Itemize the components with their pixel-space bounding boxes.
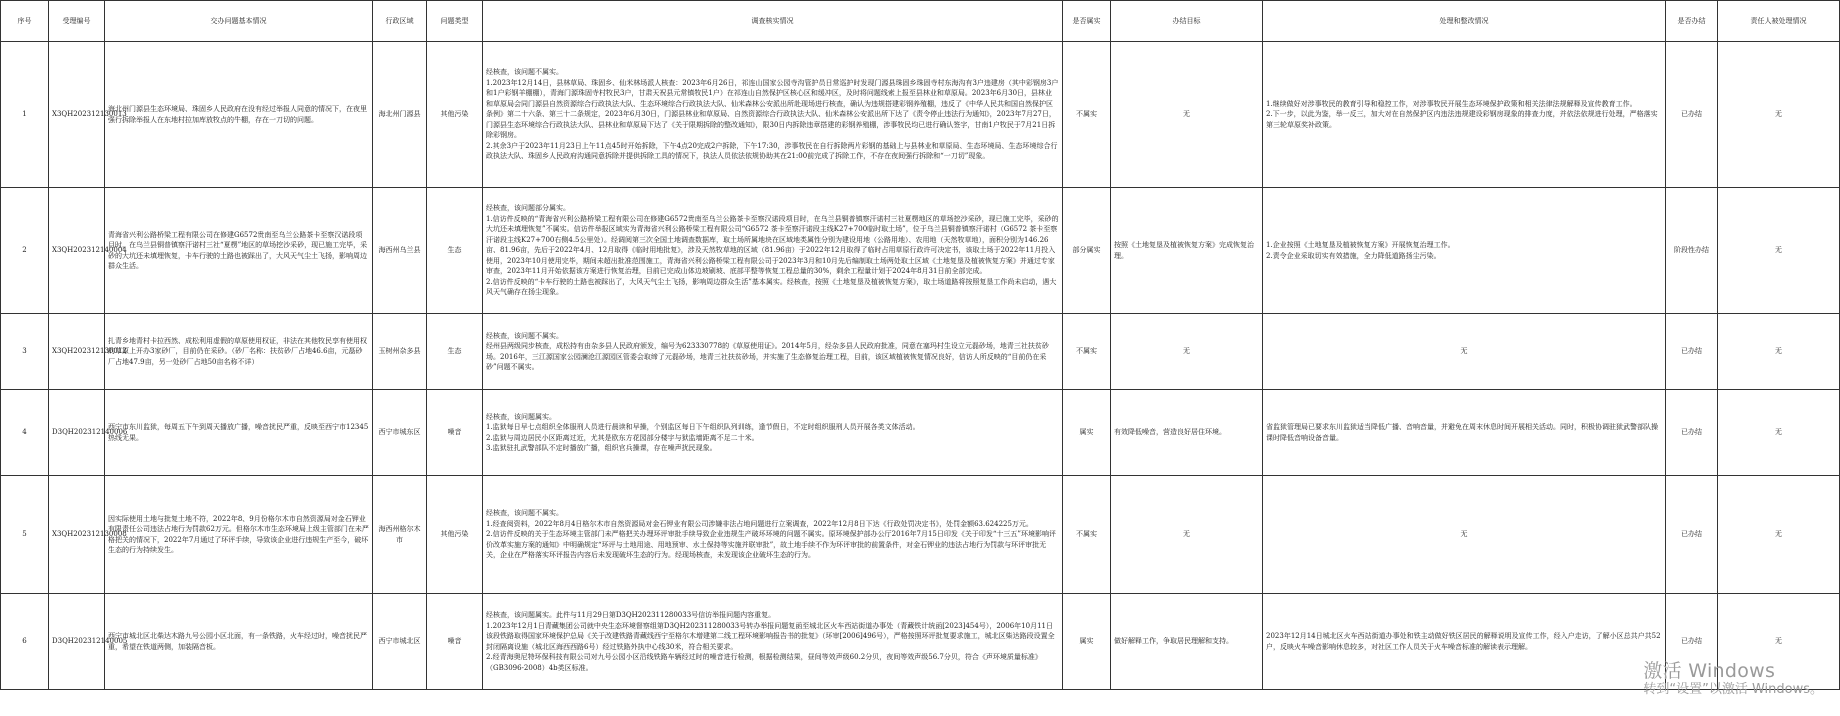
investigation-paragraph: 3.监狱驻扎武警部队不定时播放广播，组织官兵操课，存在噪声扰民现象。 bbox=[486, 444, 717, 452]
table-row bbox=[1, 188, 1840, 314]
investigation-paragraph: 1.信访件反映的“青海省兴利公路桥梁工程有限公司在修建G6572贵南至乌兰公路茶卡至察汉诺段项目时，在乌兰县铜普镇察汗诺村三社夏楞地区的草场挖沙采砂，现已施工完毕，采砂的大坑还未填埋恢复”不属实。信访件举报区域实为青海省兴利公路桥梁工程有限公司“G6572 茶卡至察汗诺段主线K27+700临时取土场”，位于乌兰县铜普镇察汗诺村（G6572 茶卡至察汗诺段主线K27+700右侧4.5公里处）。经调阅第三次全国土地调查数据库，取土场所属地块在区域地类属性分别为建设用地（公路用地）、农用地（天然牧草地），面积分别为146.26亩、81.96亩，先后于2022年4月、12月取得《临时用地批复》，涉及天然牧草地的区域（81.96亩）于2022年12月取得了临时占用草原行政许可决定书，该取土场于2022年11月投入使用，2023年10月使用完毕，期间未超出批准范围施工，青海省兴利公路桥梁工程有限公司于2023年3月和10月先后编制取土场两处取土区域《土地复垦及植被恢复方案》并通过专家审查，2023年11月开始依据该方案进行恢复治理，目前已完成山体边坡刷坡、底部平整等恢复工程总量的30%，剩余工程量计划于2024年8月31日前全部完成。 bbox=[486, 214, 1059, 276]
cell-goal: 做好解释工作，争取居民理解和支持。 bbox=[1111, 594, 1263, 690]
cell-id: D3QH202312140006 bbox=[49, 390, 105, 476]
cell-punish: 无 bbox=[1718, 188, 1840, 314]
header-handling: 处理和整改情况 bbox=[1263, 1, 1666, 42]
table-body bbox=[1, 42, 1840, 690]
cell-type: 噪音 bbox=[427, 594, 483, 690]
header-investigation: 调查核实情况 bbox=[483, 1, 1063, 42]
cell-handling bbox=[1263, 314, 1666, 390]
cell-id: X3QH202312130012 bbox=[49, 314, 105, 390]
investigation-paragraph: 经核查，该问题不属实。 bbox=[486, 509, 563, 518]
cell-true: 部分属实 bbox=[1063, 188, 1111, 314]
cell-done: 已办结 bbox=[1666, 476, 1718, 594]
cell-true: 属实 bbox=[1063, 594, 1111, 690]
cell-punish: 无 bbox=[1718, 314, 1840, 390]
investigation-paragraph: 2.监狱与周边居民小区距离过近，尤其是欧东方花园部分楼宇与狱监墙距离不足二十米。 bbox=[486, 433, 759, 442]
table-row bbox=[1, 476, 1840, 594]
handling-paragraph: 省监狱管理局已要求东川监狱适当降低广播、音响音量，并避免在周末休息时间开展相关活动。同时，积极协调驻狱武警部队操课时降低音响设备音量。 bbox=[1266, 423, 1658, 442]
cell-investigation bbox=[483, 476, 1063, 594]
cell-no: 3 bbox=[1, 314, 49, 390]
cell-issue: 西宁市城北区北柴达木路九号公园小区北面，有一条铁路，火车经过时，噪音扰民严重，希望在铁道两侧，加装隔音板。 bbox=[105, 594, 373, 690]
cell-region: 西宁市城北区 bbox=[373, 594, 427, 690]
cell-region: 西宁市城东区 bbox=[373, 390, 427, 476]
cell-true: 不属实 bbox=[1063, 42, 1111, 188]
cell-handling bbox=[1263, 188, 1666, 314]
windows-activation-watermark bbox=[1643, 660, 1823, 698]
cell-region: 玉树州杂多县 bbox=[373, 314, 427, 390]
cell-issue: 青海省兴利公路桥梁工程有限公司在修建G6572贵南至乌兰公路茶卡至察汉诺段项目时，在乌兰县铜普镇察汗诺村三社“夏楞”地区的草场挖沙采砂，现已施工完毕，采砂的大坑还未填埋恢复，卡车行驶的土路也被踩出了，大风天气尘土飞扬，影响周边群众生活。 bbox=[105, 188, 373, 314]
cell-id: X3QH202312130013 bbox=[49, 42, 105, 188]
investigation-paragraph: 1.经查阅资料，2022年8月4日格尔木市自然资源局对金石钾业有限公司涉嫌非法占地问题进行立案调查，2022年12月8日下达《行政处罚决定书》，处罚金额63.624225万元。 bbox=[486, 519, 1033, 528]
cell-punish: 无 bbox=[1718, 42, 1840, 188]
cell-type: 其他污染 bbox=[427, 476, 483, 594]
cell-type: 生态 bbox=[427, 188, 483, 314]
table-row bbox=[1, 390, 1840, 476]
cell-handling bbox=[1263, 390, 1666, 476]
cell-id: X3QH202312130008 bbox=[49, 476, 105, 594]
handling-paragraph: 2.责令企业采取切实有效措施，全力降低道路扬尘污染。 bbox=[1266, 251, 1441, 260]
watermark-line1: 激活 Windows bbox=[1643, 659, 1776, 682]
header-issue: 交办问题基本情况 bbox=[105, 1, 373, 42]
cell-goal: 按照《土地复垦及植被恢复方案》完成恢复治理。 bbox=[1111, 188, 1263, 314]
cell-punish: 无 bbox=[1718, 390, 1840, 476]
cell-done: 阶段性办结 bbox=[1666, 188, 1718, 314]
cell-investigation bbox=[483, 390, 1063, 476]
cell-goal: 无 bbox=[1111, 42, 1263, 188]
investigation-paragraph: 经核查，该问题属实。此件与11月29日第D3QH202311280033号信访举报问题内容重复。 bbox=[486, 611, 776, 619]
investigation-paragraph: 经核查，该问题不属实。 bbox=[486, 331, 563, 340]
cell-issue: 西宁市东川监狱，每周五下午到周天播放广播，噪音扰民严重，反映至西宁市12345热线无果。 bbox=[105, 390, 373, 476]
cell-true: 属实 bbox=[1063, 390, 1111, 476]
cell-done: 已办结 bbox=[1666, 314, 1718, 390]
investigation-paragraph: 经核查，该问题不属实。 bbox=[486, 68, 563, 77]
cell-done: 已办结 bbox=[1666, 42, 1718, 188]
cell-region: 海西州格尔木市 bbox=[373, 476, 427, 594]
handling-paragraph: 无 bbox=[1460, 530, 1468, 539]
cell-no: 6 bbox=[1, 594, 49, 690]
cell-punish: 无 bbox=[1718, 594, 1840, 690]
header-punish: 责任人被处理情况 bbox=[1718, 1, 1840, 42]
cell-type: 生态 bbox=[427, 314, 483, 390]
header-row bbox=[1, 1, 1840, 42]
header-no: 序号 bbox=[1, 1, 49, 42]
cell-investigation bbox=[483, 42, 1063, 188]
cell-type: 噪音 bbox=[427, 390, 483, 476]
header-true: 是否属实 bbox=[1063, 1, 1111, 42]
header-id: 受理编号 bbox=[49, 1, 105, 42]
cell-no: 4 bbox=[1, 390, 49, 476]
table-row bbox=[1, 42, 1840, 188]
cell-id: D3QH202312140005 bbox=[49, 594, 105, 690]
cell-no: 2 bbox=[1, 188, 49, 314]
cell-goal: 无 bbox=[1111, 476, 1263, 594]
table-row bbox=[1, 314, 1840, 390]
handling-paragraph: 无 bbox=[1460, 347, 1468, 356]
cell-goal: 无 bbox=[1111, 314, 1263, 390]
cell-investigation bbox=[483, 594, 1063, 690]
cell-handling bbox=[1263, 594, 1666, 690]
cell-punish: 无 bbox=[1718, 476, 1840, 594]
investigation-paragraph: 经州县两级同步核查，成松持有由杂多县人民政府颁发，编号为623330778的《草原使用证》。2014年5月，经杂多县人民政府批准，同意在塞玛村生设立元磊砂场，地青三社扶贫砂场。2016年，三江源国家公园澜沧江源园区管委会取缔了元磊砂场，地青三社扶贫砂场，并实施了生态修复治理工程，目前，该区域植被恢复情况良好，信访人所反映的“目前仍在采砂”问题不属实。 bbox=[486, 342, 1049, 371]
cell-done: 已办结 bbox=[1666, 390, 1718, 476]
investigation-paragraph: 2.其余3户于2023年11月23日上午11点45时开始拆除，下午4点20完成2户拆除，下午17:30，涉事牧民在自行拆除两片彩钢的基础上与县林业和草原局、生态环境局、生态环境综合行政执法大队、珠固乡人民政府沟通同意拆除并提供拆除工具的情况下，执法人员依法依规协助其在21:00前完成了拆除工作，不存在夜间强行拆除和“一刀切”现象。 bbox=[486, 141, 1058, 161]
handling-paragraph: 2.下一步，以此为鉴，举一反三，加大对在自然保护区内违法违规建设彩钢房现象的排查力度，并依法依规进行处理，严格落实第三轮草原奖补政策。 bbox=[1266, 110, 1658, 129]
investigation-paragraph: 1.2023年12月14日，县林草局、珠固乡、仙米林场派人核查：2023年6月26日，祁连山国家公园寺沟管护员日常巡护时发现门源县珠固乡珠固寺村东海沟有3户违建房（其中彩钢房3户和1户彩钢羊棚棚），青海门源珠固寺村牧民3户，甘肃天祝县元常镇牧民1户）在祁连山自然保护区核心区和缓冲区，及时将问题线索上报至县林业和草原局。2023年6月30日，县林业和草原局会同门源县自然资源综合行政执法大队、生态环境综合行政执法大队、仙米森林公安派出所赴现场进行核查，确认为违规搭建彩钢养殖棚，违反了《中华人民共和国自然保护区条例》第二十六条、第三十二条规定，2023年6月30日，门源县林业和草原局、自然资源综合行政执法大队、仙米森林公安派出所下达了《责令停止违法行为通知》，2023年7月27日，门源县生态环境综合行政执法大队、县林业和草原局下达了《关于限期拆除的整改通知》，限30日内拆除违章搭建的彩钢养殖棚，涉事牧民均已进行确认签字，甘南1户牧民于7月21日拆除彩钢房。 bbox=[486, 78, 1059, 140]
cell-no: 5 bbox=[1, 476, 49, 594]
cell-id: X3QH202312140004 bbox=[49, 188, 105, 314]
cell-investigation bbox=[483, 188, 1063, 314]
investigation-paragraph: 1.监狱每日早七点组织全体服刑人员进行晨读和早操，个别监区每日下午组织队列训练，逢节假日，不定时组织服刑人员开展各类文体活动。 bbox=[486, 423, 920, 431]
cell-done: 已办结 bbox=[1666, 594, 1718, 690]
investigation-paragraph: 2.信访件反映的“卡车行驶的土路也被踩出了，大风天气尘土飞扬，影响周边群众生活”基本属实。经核查，按照《土地复垦及植被恢复方案》，取土场道路将按照复垦工作尚未启动，遇大风天气确存在扬尘现象。 bbox=[486, 277, 1057, 297]
handling-paragraph: 2023年12月14日城北区火车西站街道办事处和铁主动做好铁区居民的解释说明及宣传工作，经入户走访，了解小区总共户共52户，反映火车噪音影响休息较多，对社区工作人员关于火车噪音标准的解读表示理解。 bbox=[1266, 632, 1661, 651]
cell-goal: 有效降低噪音，营造良好居住环境。 bbox=[1111, 390, 1263, 476]
investigation-paragraph: 2.经青海奥尼特环保科技有限公司对九号公园小区沿线铁路车辆经过时的噪音进行检测，根据检测结果，昼间等效声级60.2分贝，夜间等效声级56.7分贝，符合《声环境质量标准》（GB3096-2008）4b类区标准。 bbox=[486, 653, 1042, 672]
handling-paragraph: 1.继续做好对涉事牧民的教育引导和稳控工作，对涉事牧民开展生态环境保护政策和相关法律法规解释及宣传教育工作。 bbox=[1266, 99, 1637, 108]
cell-issue: 因实际使用土地与批复土地不符，2022年8、9月份格尔木市自然资源局对金石钾业有限责任公司违法占地行为罚款62万元。但格尔木市生态环境局上级主管部门在未严格把关的情况下，2022年7月通过了环评手续，导致该企业进行违规生产至今，破坏生态的行为持续发生。 bbox=[105, 476, 373, 594]
cell-true: 不属实 bbox=[1063, 314, 1111, 390]
cell-handling bbox=[1263, 42, 1666, 188]
cell-region: 海北州门源县 bbox=[373, 42, 427, 188]
handling-paragraph: 1.企业按照《土地复垦及植被恢复方案》开展恢复治理工作。 bbox=[1266, 241, 1455, 249]
cell-no: 1 bbox=[1, 42, 49, 188]
cell-issue: 扎青乡地青村卡拉西然、成松利用虚假的草原使用权证，非法在其他牧民享有使用权的草原上开办3家砂厂，目前仍在采砂。（砂厂名称：扶贫砂厂占地46.6亩，元磊砂厂占地47.9亩，另一处砂厂占地50亩名称不详） bbox=[105, 314, 373, 390]
header-done: 是否办结 bbox=[1666, 1, 1718, 42]
investigation-paragraph: 经核查，该问题部分属实。 bbox=[486, 204, 570, 213]
cell-issue: 海北州门源县生态环境局、珠固乡人民政府在没有经过举报人同意的情况下，在夜里强行拆除举报人在东地村拉加库放牧点的牛棚，存在一刀切的问题。 bbox=[105, 42, 373, 188]
cell-region: 海西州乌兰县 bbox=[373, 188, 427, 314]
table-row bbox=[1, 594, 1840, 690]
investigation-paragraph: 经核查，该问题属实。 bbox=[486, 412, 556, 421]
cell-handling bbox=[1263, 476, 1666, 594]
watermark-line2: 转到“设置”以激活 Windows。 bbox=[1643, 682, 1823, 698]
cell-type: 其他污染 bbox=[427, 42, 483, 188]
investigation-paragraph: 2.信访件反映的关于生态环境主管部门未严格把关办理环评审批手续导致企业违规生产破坏环境的问题不属实。原环境保护部办公厅2016年7月15日印发《关于印发“十三五”环境影响评价改革实施方案的通知》中明确规定“环评与土地用途、用地预审、水土保持等实施并联审批”，故土地手续不作为环评审批的前置条件，对金石钾业的违法占地行为罚款与环评审批无关，企业在严格落实环评报告内容后未发现破坏生态的行为。经现场核查，未发现该企业破坏生态的行为。 bbox=[486, 530, 1057, 560]
cell-true: 不属实 bbox=[1063, 476, 1111, 594]
header-type: 问题类型 bbox=[427, 1, 483, 42]
header-goal: 办结目标 bbox=[1111, 1, 1263, 42]
investigation-paragraph: 1.2023年12月1日青藏集团公司就中央生态环境督察组第D3QH202311280033号转办举报问题复函至城北区火车西站街道办事处（青藏铁计统函[2023]454号），2006年10月11日该段铁路取得国家环境保护总局《关于改建铁路青藏线西宁至格尔木增建第二线工程环境影响报告书的批复》（环审[2006]496号），严格按照环评批复要求施工，城北区柴达路段设置全封闭隔离设施（城北区海西西路6号）经过铁路外执中心线30米，符合相关要求。 bbox=[486, 621, 1055, 651]
header-region: 行政区域 bbox=[373, 1, 427, 42]
cell-investigation bbox=[483, 314, 1063, 390]
